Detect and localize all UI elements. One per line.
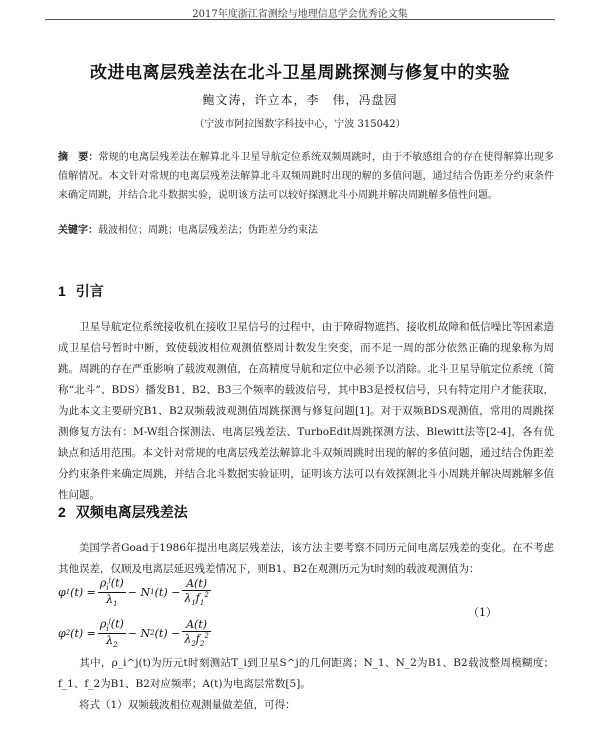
- section-2-paragraph-2: [58, 653, 554, 695]
- section-2-title: 双频电离层残差法: [75, 504, 188, 520]
- running-head: 2017年度浙江省测绘与地理信息学会优秀论文集: [192, 9, 408, 20]
- paper-authors: 鲍文涛，许立本，李 伟，冯盘园: [202, 93, 398, 107]
- paper-title: 改进电离层残差法在北斗卫星周跳探测与修复中的实验: [90, 63, 510, 83]
- keywords-label: 关键字：: [58, 225, 98, 236]
- abstract-label: 摘 要：: [58, 152, 99, 163]
- section-1-text: 卫星导航定位系统接收机在接收卫星信号的过程中，由于障碍物遮挡、接收机故障和低信噪比等因素造成卫星信号暂时中断，致使载波相位观测值整周计数发生突变，而不足一周的部分依然正确的现象称为周跳。周跳的存在严重影响了载波观测值，在高精度导航和定位中必须予以消除。北斗卫星导航定位系统（简称“北斗”、BDS）播发B1、B2、B3三个频率的载波信号，其中B3是授权信号，只有特定用户才能获取，为此本文主要研究B1、B2双频载波观测值周跳探测与修复问题[1]。对于双频BDS观测值，常用的周跳探测修复方法有：M-W组合探测法、电离层残差法、TurboEdit周跳探测方法、Blewitt法等[2-4]，各有优缺点和适用范围。本文针对常规的电离层残差法解算北斗双频周跳时出现的解的多值问题，通过结合伪距差分约束条件来确定周跳，并结合北斗数据实验证明，证明该方法可以有效探测北斗小周跳并解决周跳解多值性问题。: [58, 321, 554, 501]
- abstract-text: 常规的电离层残差法在解算北斗卫星导航定位系统双频周跳时，由于不敏感组合的存在使得解算出现多值解情况。本文针对常规的电离层残差法解算北斗双频周跳时出现的解的多值问题，通过结合伪距差分约束条件来确定周跳，并结合北斗数据实验，说明该方法可以较好探测北斗小周跳并解决周跳解多值性问题。: [58, 152, 554, 201]
- keywords: [58, 221, 554, 236]
- section-2-text-1: 美国学者Goad于1986年提出电离层残差法，该方法主要考察不同历元间电离层残差的变化。在不考虑其他误差，仅顾及电离层延迟残差情况下，则B1、B2在观测历元为t时刻的载波观测值为：: [58, 542, 554, 575]
- paper-affiliation: （宁波市阿拉图数字科技中心，宁波 315042）: [194, 119, 406, 130]
- section-1-title: 引言: [75, 283, 104, 299]
- section-2-heading: [58, 502, 188, 522]
- equation-b1: φ 1 (t) = $\frac{\rho_i^j(t)}{\lambda_1}$ − N 1 (t) − $\frac{A(t)}{\lambda_1f_1^2}$: [58, 576, 209, 609]
- section-1-heading: [58, 281, 104, 301]
- section-1-number: 1: [58, 283, 66, 299]
- equation-number: （1）: [468, 606, 497, 619]
- section-2-number: 2: [58, 504, 66, 520]
- section-1-paragraph: [58, 317, 554, 501]
- equation-b2: φ 2 (t) = $\frac{\rho_i^j(t)}{\lambda_2}$ − N 2 (t) − $\frac{A(t)}{\lambda_2f_2^2}$: [58, 617, 209, 650]
- section-2-text-3: 将式（1）双频载波相位观测量做差值，可得：: [79, 699, 296, 711]
- section-2-paragraph-3: [58, 695, 554, 716]
- keywords-text: 载波相位；周跳；电离层残差法；伪距差分约束法: [98, 225, 318, 236]
- section-2-paragraph-1: [58, 538, 554, 580]
- abstract: [58, 148, 554, 205]
- section-2-text-2: 其中，ρ_i^j(t)为历元t时刻测站T_i到卫星S^j的几何距离；N_1、N_2为B1、B2载波整周模糊度；f_1、f_2为B1、B2对应频率；A(t)为电离层常数[5]。: [58, 657, 554, 690]
- header-rule: [45, 19, 555, 20]
